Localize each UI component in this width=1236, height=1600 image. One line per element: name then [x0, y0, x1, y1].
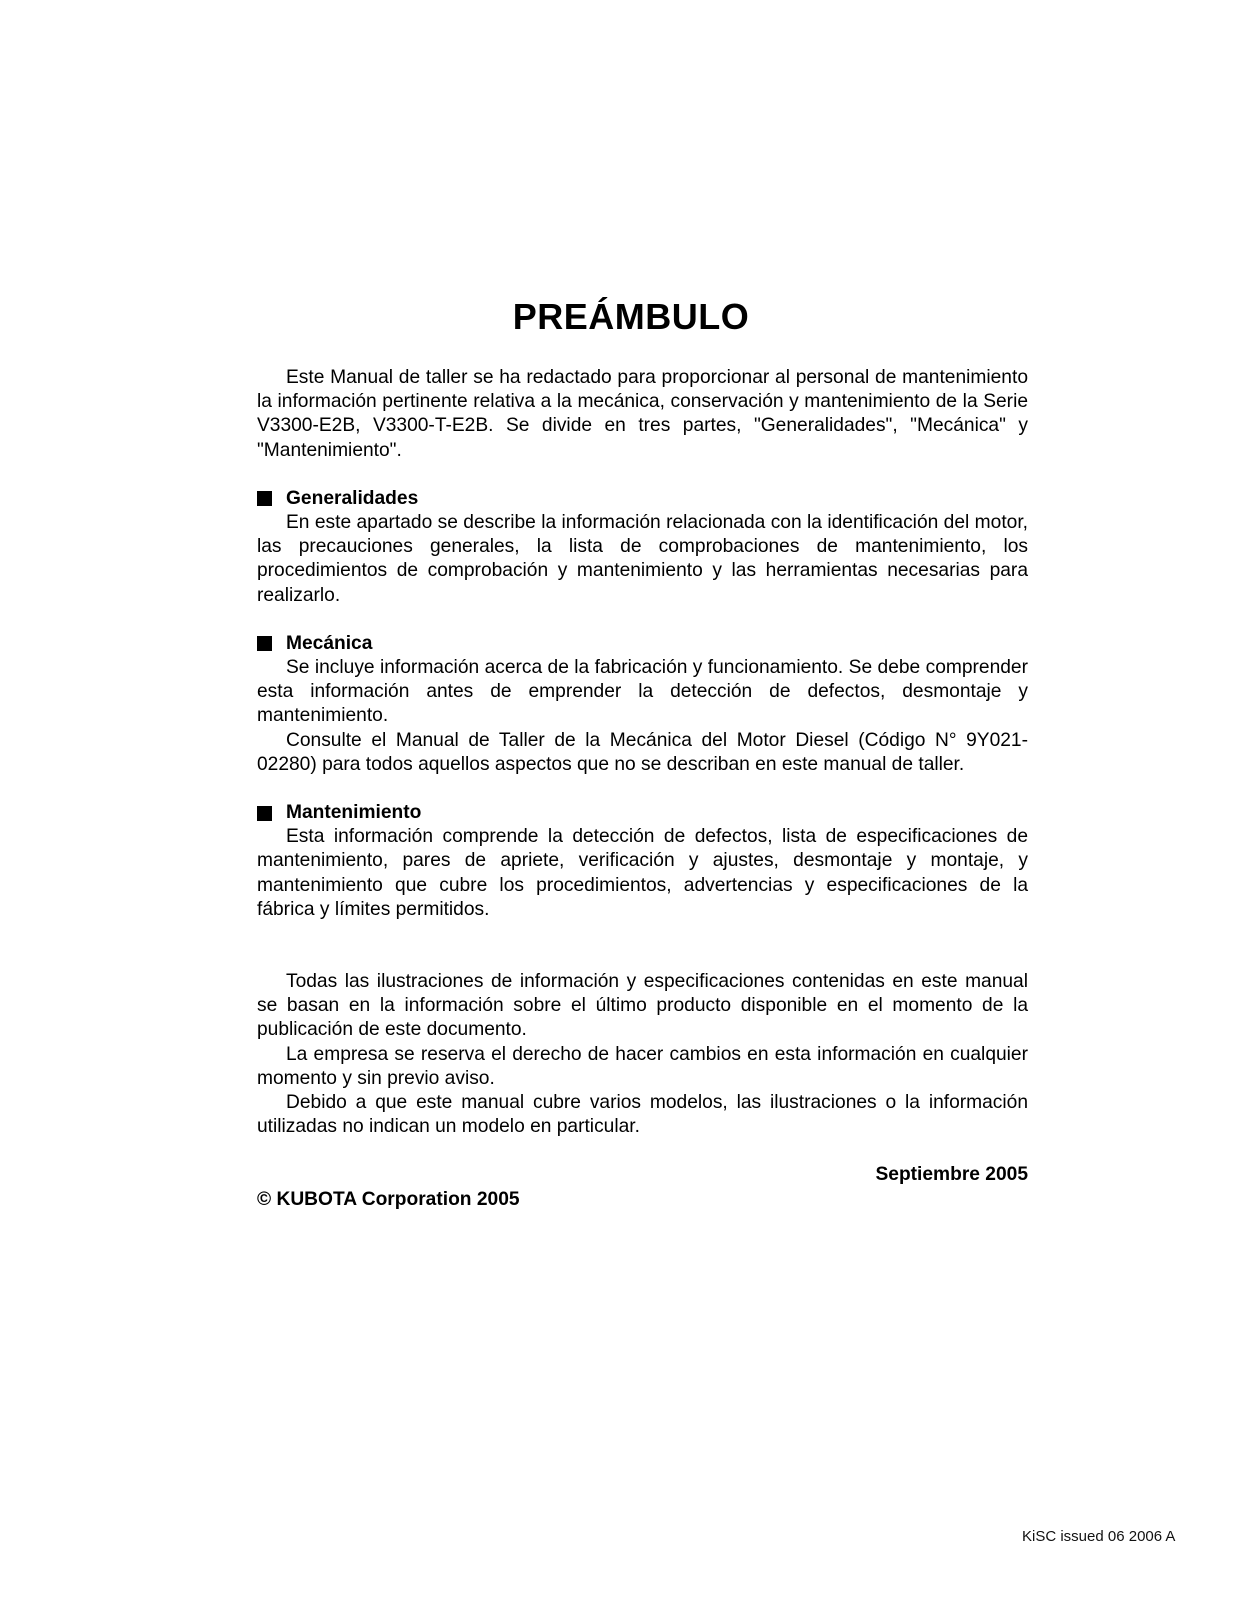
section-heading: Mecánica — [286, 632, 373, 654]
closing-paragraph: Debido a que este manual cubre varios modelos, las ilustraciones o la información utilizadas no indican un modelo en particular. — [257, 1092, 1028, 1138]
section-paragraph: En este apartado se describe la información relacionada con la identificación del motor, las precauciones generales, la lista de comprobaciones de mantenimiento, los procedimientos de comprobación y mantenimiento y las herramientas necesarias para realizarlo. — [257, 512, 1028, 606]
section-paragraph: Se incluye información acerca de la fabricación y funcionamiento. Se debe comprender esta información antes de emprender la detección de defectos, desmontaje y mantenimiento. — [257, 657, 1028, 727]
square-bullet-icon — [257, 491, 272, 506]
section-paragraph: Esta información comprende la detección de defectos, lista de especificaciones de mantenimiento, pares de apriete, verificación y ajustes, desmontaje y montaje, y mantenimiento que cubre los procedimientos, advertencias y especificaciones de la fábrica y límites permitidos. — [257, 826, 1028, 920]
section-mantenimiento — [257, 801, 1028, 922]
page-title: PREÁMBULO — [512, 296, 750, 338]
section-paragraph: Consulte el Manual de Taller de la Mecánica del Motor Diesel (Código N° 9Y021-02280) para todos aquellos aspectos que no se describan en este manual de taller. — [257, 729, 1028, 775]
closing-paragraph: Todas las ilustraciones de información y especificaciones contenidas en este manual se basan en la información sobre el último producto disponible en el momento de la publicación de este documento. — [257, 971, 1028, 1041]
square-bullet-icon — [257, 636, 272, 651]
square-bullet-icon — [257, 806, 272, 821]
copyright-notice: © KUBOTA Corporation 2005 — [257, 1188, 520, 1210]
issue-footer: KiSC issued 06 2006 A — [1022, 1528, 1176, 1545]
publication-date: Septiembre 2005 — [875, 1164, 1028, 1186]
section-heading: Mantenimiento — [286, 802, 422, 824]
intro-paragraph: Este Manual de taller se ha redactado para proporcionar al personal de mantenimiento la información pertinente relativa a la mecánica, conservación y mantenimiento de la Serie V3300-E2B, V3300-T-E2B. Se divide en tres partes, "Generalidades", "Mecánica" y "Mantenimiento". — [257, 367, 1028, 461]
closing-paragraph: La empresa se reserva el derecho de hacer cambios en esta información en cualquier momento y sin previo aviso. — [257, 1043, 1028, 1089]
section-generalidades — [257, 487, 1028, 608]
section-heading: Generalidades — [286, 487, 419, 509]
section-mecanica — [257, 632, 1028, 777]
document-body — [257, 366, 1028, 1212]
